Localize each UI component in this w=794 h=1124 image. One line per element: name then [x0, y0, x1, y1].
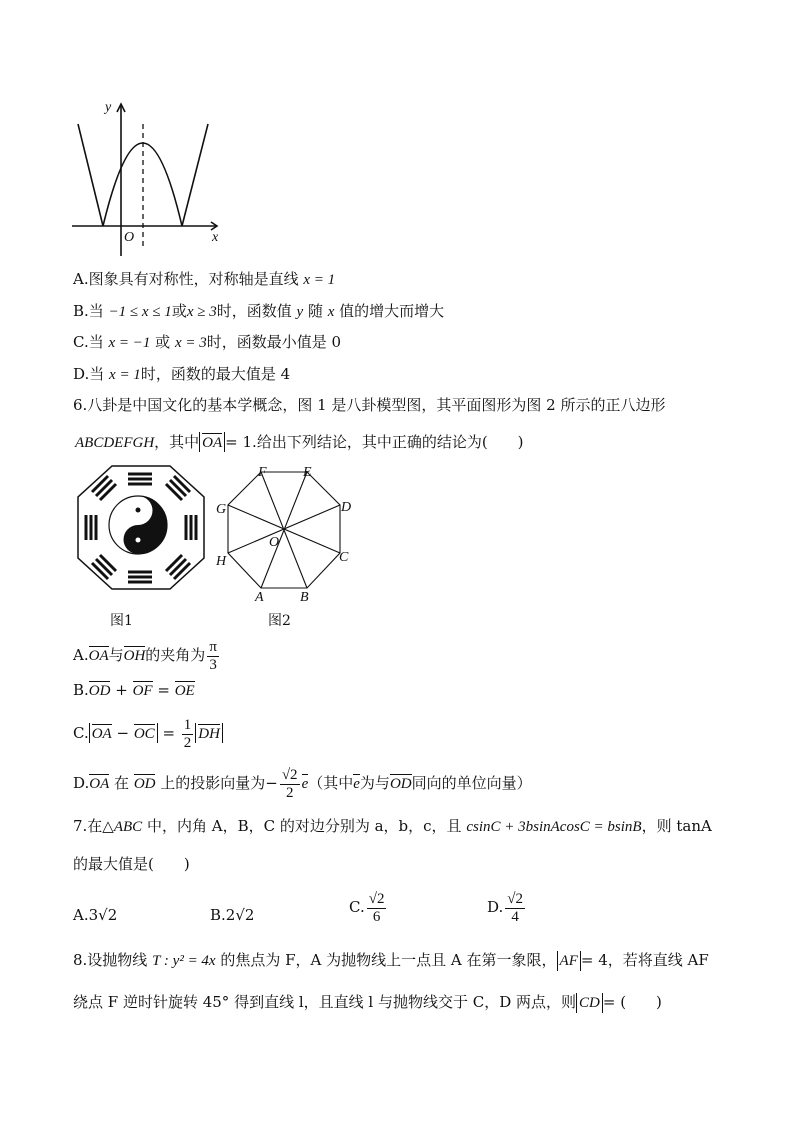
vertex-f: F: [258, 465, 267, 480]
fig1-caption: 图1: [110, 613, 133, 629]
fig2-caption: 图2: [268, 613, 291, 629]
q6-stem-line2: ABCDEFGH，其中 OA = 1.给出下列结论，其中正确的结论为( ): [75, 433, 524, 451]
q5-option-c: C.当 x = −1 或 x = 3时，函数最小值是 0: [73, 333, 342, 351]
q5-option-a: A.图象具有对称性，对称轴是直线 x = 1: [73, 270, 336, 288]
q6-stem-line1: 6.八卦是中国文化的基本学概念，图 1 是八卦模型图，其平面图形为图 2 所示的正八边形: [73, 396, 666, 414]
vertex-c: C: [339, 550, 349, 565]
vertex-o: O: [269, 535, 280, 550]
q8-stem-line1: 8.设抛物线 T : y² = 4x 的焦点为 F，A 为抛物线上一点且 A 在第一象限， AF = 4，若将直线 AF: [73, 951, 709, 969]
vertex-d: D: [341, 500, 352, 515]
vertex-h: H: [216, 554, 227, 569]
bagua-figure: [70, 460, 210, 595]
q6-option-b: B.OD + OF = OE: [73, 681, 195, 699]
q8-stem-line2: 绕点 F 逆时针旋转 45° 得到直线 l，且直线 l 与抛物线交于 C，D 两点，则 CD = ( ): [73, 993, 662, 1011]
y-axis-label: y: [105, 100, 112, 115]
vertex-b: B: [300, 590, 309, 605]
q6-option-c: C. OA − OC = $\frac{1}{2}$ DH: [73, 716, 223, 752]
q7-stem-line2: 的最大值是( ): [73, 855, 190, 873]
x-axis-label: x: [212, 230, 219, 245]
q7-option-b: B.2√2: [210, 906, 255, 924]
octagon-figure: [215, 465, 360, 595]
q5-option-d: D.当 x = 1时，函数的最大值是 4: [73, 365, 291, 383]
q7-stem-line1: 7.在△ABC 中，内角 A，B，C 的对边分别为 a，b，c，且 csinC + 3bsinAcosC = bsinB，则 tanA: [73, 817, 712, 835]
q7-option-c: C. $\frac{√2}{6}$: [349, 890, 385, 925]
q6-option-a: A.OA与OH的夹角为 $\frac{\pi}{3}$: [73, 638, 217, 673]
vertex-g: G: [216, 502, 227, 517]
q6-option-d: D.OA 在 OD 上的投影向量为− $\frac{√2}{2}$ e（其中e为与OD同向的单位向量）: [73, 766, 532, 801]
function-graph: [68, 98, 228, 263]
vertex-e: E: [303, 465, 312, 480]
q5-option-b: B.当 −1 ≤ x ≤ 1或x ≥ 3时，函数值 y 随 x 值的增大而增大: [73, 302, 445, 320]
q7-option-a: A.3√2: [73, 906, 118, 924]
origin-label: O: [124, 230, 135, 245]
q7-option-d: D. $\frac{√2}{4}$: [487, 890, 523, 925]
vertex-a: A: [255, 590, 264, 605]
